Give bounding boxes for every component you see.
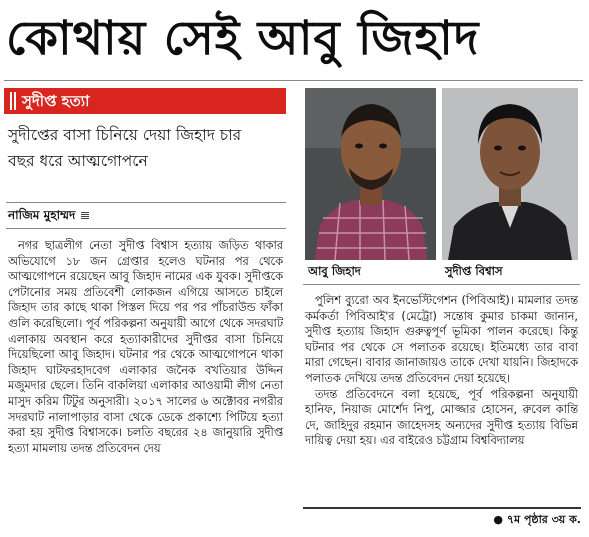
photo-sudipto-biswas <box>442 88 578 260</box>
byline-rule <box>6 228 286 229</box>
caption-rule <box>303 284 580 285</box>
byline-marker <box>81 211 89 219</box>
continuation-text: ৭ম পৃষ্ঠার ৩য় ক. <box>506 513 581 526</box>
article-column-left <box>8 238 283 456</box>
kicker-stripes <box>10 92 17 110</box>
photo-caption-left: আবু জিহাদ <box>308 264 361 278</box>
continuation-bullet-icon: ● <box>493 513 504 526</box>
article-paragraph: পুলিশ ব্যুরো অব ইনভেস্টিগেশন (পিবিআই)। মামলার তদন্ত কর্মকর্তা পিবিআই'র (মেট্রো) সন্তোষ কুমার চাকমা জানান, সুদীপ্ত হত্যায় জিহাদ গুরুত্বপূর্ণ ভূমিকা পালন করেছে। কিন্তু ঘটনার পর থেকে সে পলাতক রয়েছে। ইতিমধ্যে তার বাবা মারা গেছেন। বাবার জানাজায়ও তাকে দেখা যায়নি। জিহাদকে পলাতক দেখিয়ে তদন্ত প্রতিবেদন দেয়া হয়েছে। <box>305 294 578 385</box>
photo-abu-jihad <box>305 88 436 260</box>
subheadline: সুদীপ্তের বাসা চিনিয়ে দেয়া জিহাদ চার বছর ধরে আত্মগোপনে <box>8 126 242 170</box>
headline: কোথায় সেই আবু জিহাদ <box>6 11 480 66</box>
portrait-illustration <box>305 88 436 260</box>
kicker-label <box>4 88 286 114</box>
headline-rule <box>4 80 583 81</box>
subhead-rule <box>6 202 286 203</box>
byline <box>8 205 268 225</box>
article-paragraph: তদন্ত প্রতিবেদনে বলা হয়েছে, পূর্ব পরিকল্পনা অনুযায়ী হানিফ, নিয়াজ মোর্শেদ নিপু, মোজ্জার হোসেন, রুবেল কান্তি দে, জাহিদুর রহমান জাহেদসহ অন্যদের সুদীপ্ত হত্যায় বিভিন্ন দায়িত্ব দেয়া হয়। এর বাইরেও চট্টগ্রাম বিশ্ববিদ্যালয় <box>305 387 578 448</box>
kicker-text: সুদীপ্ত হত্যা <box>22 92 90 110</box>
portrait-illustration <box>442 88 578 260</box>
photo-caption-right: সুদীপ্ত বিশ্বাস <box>445 264 503 278</box>
article-paragraph: নগর ছাত্রলীগ নেতা সুদীপ্ত বিশ্বাস হত্যায় জড়িত থাকার অভিযোগে ১৮ জন গ্রেপ্তার হলেও ঘটনার পর থেকে আত্মগোপনে রয়েছেন আবু জিহাদ নামের এক যুবক। সুদীপ্তকে পেটানোর সময় প্রতিবেশী লোকজন এগিয়ে আসতে চাইলে জিহাদ তার কাছে থাকা পিস্তল দিয়ে পর পর পাঁচরাউন্ড ফাঁকা গুলি করেছিলো। পূর্ব পরিকল্পনা অনুযায়ী আগে থেকে সদরঘাট এলাকায় অবস্থান করে হত্যাকারীদের সুদীপ্তর বাসা চিনিয়ে দিয়েছিলো আবু জিহাদ। ঘটনার পর থেকে আত্মগোপনে থাকা জিহাদ ঘাটফরহাদবেগ এলাকার জনৈক বখতিয়ার উদ্দিন মজুমদার ছেলে। তিনি বাকলিয়া এলাকার আওয়ামী লীগ নেতা মাসুদ করিম টিটুর অনুসারী। ২০১৭ সালের ৬ অক্টোবর নগরীর সদরঘাট নালাপাড়ার বাসা থেকে ডেকে প্রকাশ্যে পিটিয়ে হত্যা করা হয় সুদীপ্ত বিশ্বাসকে। চলতি বছরের ২৪ জানুয়ারি সুদীপ্ত হত্যা মামলায় তদন্ত প্রতিবেদন দেয় <box>8 239 283 455</box>
byline-author: নাজিম মুহাম্মদ <box>8 208 76 222</box>
article-column-right <box>305 293 578 449</box>
continuation-jump <box>466 511 581 529</box>
jump-rule <box>303 507 581 509</box>
